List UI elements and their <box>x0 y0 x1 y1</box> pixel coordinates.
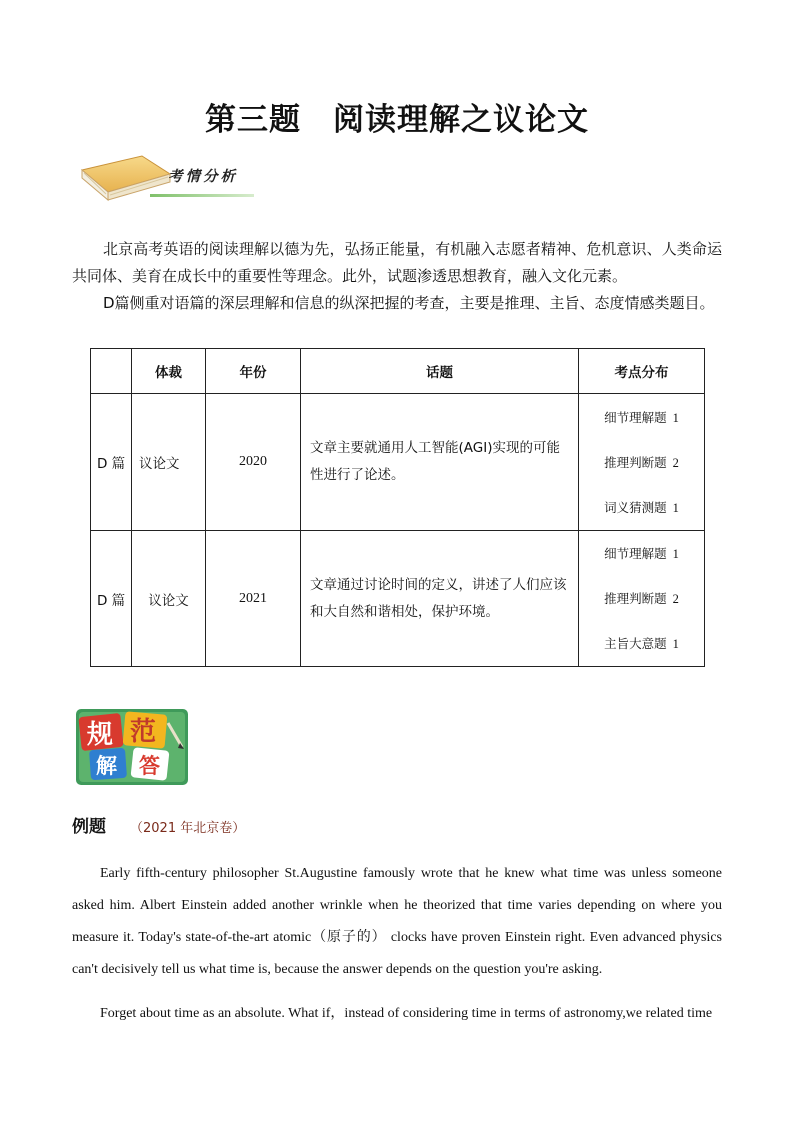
passage-paragraph: Forget about time as an absolute. What if，instead of considering time in terms of astronomy,we related time <box>100 1006 713 1021</box>
intro-paragraph: D篇侧重对语篇的深层理解和信息的纵深把握的考查，主要是推理、主旨、态度情感类题目。 <box>103 294 715 312</box>
points-cell <box>579 394 705 531</box>
point-count: 1 <box>672 547 679 561</box>
point-label: 词义猜测题 <box>604 499 667 515</box>
point-item <box>579 531 704 576</box>
table-row <box>91 531 705 667</box>
section-heading: 考情分析 <box>168 169 238 185</box>
genre-cell: 议论文 <box>132 394 206 531</box>
table-header: 体裁 <box>132 349 206 394</box>
badge-char: 规 <box>87 720 114 750</box>
table-header: 年份 <box>206 349 301 394</box>
point-count: 1 <box>672 410 679 425</box>
genre-cell: 议论文 <box>132 531 206 667</box>
passage-cell: D 篇 <box>91 531 132 667</box>
points-cell <box>579 531 705 667</box>
intro-paragraph: 北京高考英语的阅读理解以德为先，弘扬正能量，有机融入志愿者精神、危机意识、人类命运共同体、美育在成长中的重要性等理念。此外，试题渗透思想教育，融入文化元素。 <box>72 240 722 285</box>
point-label: 推理判断题 <box>604 454 667 470</box>
year-cell: 2021 <box>206 531 301 667</box>
exam-analysis-table <box>90 348 705 667</box>
table-header <box>91 349 132 394</box>
badge-char: 答 <box>139 754 160 778</box>
point-label: 推理判断题 <box>604 591 667 606</box>
point-count: 1 <box>672 500 679 515</box>
point-count: 2 <box>672 455 679 470</box>
topic-cell: 文章通过讨论时间的定义，讲述了人们应该和大自然和谐相处，保护环境。 <box>301 531 579 667</box>
badge-char: 范 <box>130 717 157 747</box>
table-row <box>91 394 705 531</box>
table-header: 考点分布 <box>579 349 705 394</box>
guidance-badge-icon <box>76 709 188 785</box>
point-count: 1 <box>672 637 679 651</box>
table-header: 话题 <box>301 349 579 394</box>
badge-char: 解 <box>96 754 117 778</box>
point-label: 主旨大意题 <box>604 636 667 651</box>
point-label: 细节理解题 <box>604 546 667 561</box>
passage-cell: D 篇 <box>91 394 132 531</box>
example-label: 例题 <box>72 817 106 837</box>
passage-paragraph: Early fifth-century philosopher St.Augustine famously wrote that he knew what time was unless someone asked him. Albert Einstein added another wrinkle when he theorized that time varies depending on where you measure it. Today's state-of-the-art atomic（原子的） clocks have proven Einstein right. Even advanced physics can't decisively tell us what time is, because the answer depends on the question you're asking. <box>72 866 722 977</box>
point-item <box>579 485 704 530</box>
point-label: 细节理解题 <box>604 409 667 425</box>
point-item <box>579 576 704 621</box>
point-item <box>579 395 704 440</box>
point-item <box>579 621 704 666</box>
example-source: （2021 年北京卷） <box>130 821 246 836</box>
table-header-row <box>91 349 705 394</box>
point-item <box>579 440 704 485</box>
year-cell: 2020 <box>206 394 301 531</box>
topic-cell: 文章主要就通用人工智能(AGI)实现的可能性进行了论述。 <box>301 394 579 531</box>
point-count: 2 <box>672 592 679 606</box>
page-title: 第三题 阅读理解之议论文 <box>205 102 589 138</box>
